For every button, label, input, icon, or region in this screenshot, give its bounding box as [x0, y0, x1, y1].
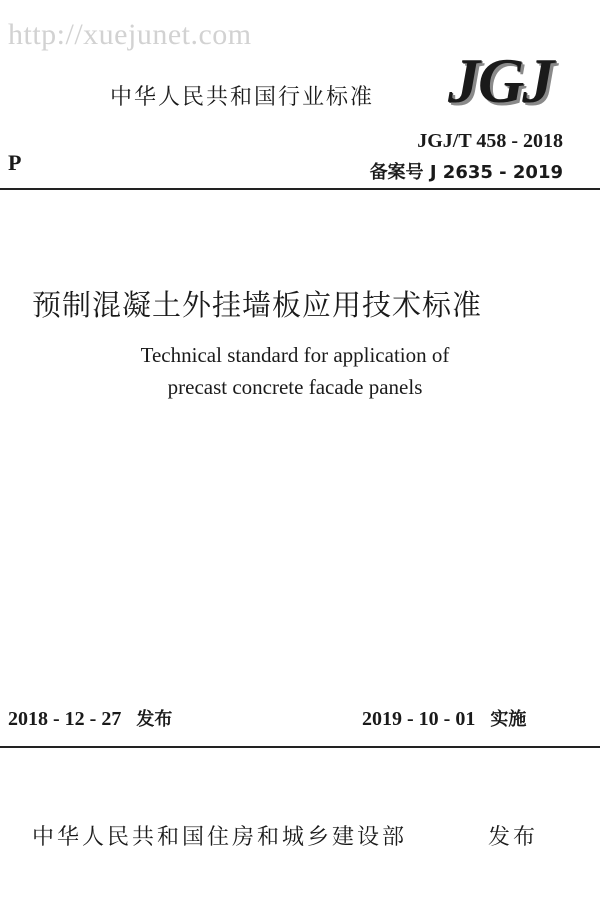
record-code: 备案号 J 2635 - 2019 [369, 162, 563, 183]
header-divider [0, 188, 600, 190]
title-chinese: 预制混凝土外挂墙板应用技术标准 [32, 288, 483, 322]
standard-code: JGJ/T 458 - 2018 [417, 130, 563, 152]
watermark-url: http://xuejunet.com [8, 18, 252, 51]
industry-standard-label: 中华人民共和国行业标准 [110, 85, 375, 110]
issue-date: 2018 - 12 - 27 [8, 708, 122, 730]
footer-divider [0, 746, 600, 748]
implement-label: 实施 [490, 709, 527, 730]
issuer-name: 中华人民共和国住房和城乡建设部 [32, 825, 408, 850]
issuer-action: 发布 [488, 825, 539, 850]
implement-date-block [362, 705, 526, 731]
implement-date: 2019 - 10 - 01 [362, 708, 476, 730]
issue-date-block [8, 705, 172, 731]
issue-label: 发布 [136, 709, 173, 730]
jgj-logo: JGJ [448, 45, 553, 116]
title-english-line2: precast concrete facade panels [167, 375, 423, 399]
classification-letter: P [8, 150, 22, 175]
title-english-line1: Technical standard for application of [140, 343, 450, 367]
